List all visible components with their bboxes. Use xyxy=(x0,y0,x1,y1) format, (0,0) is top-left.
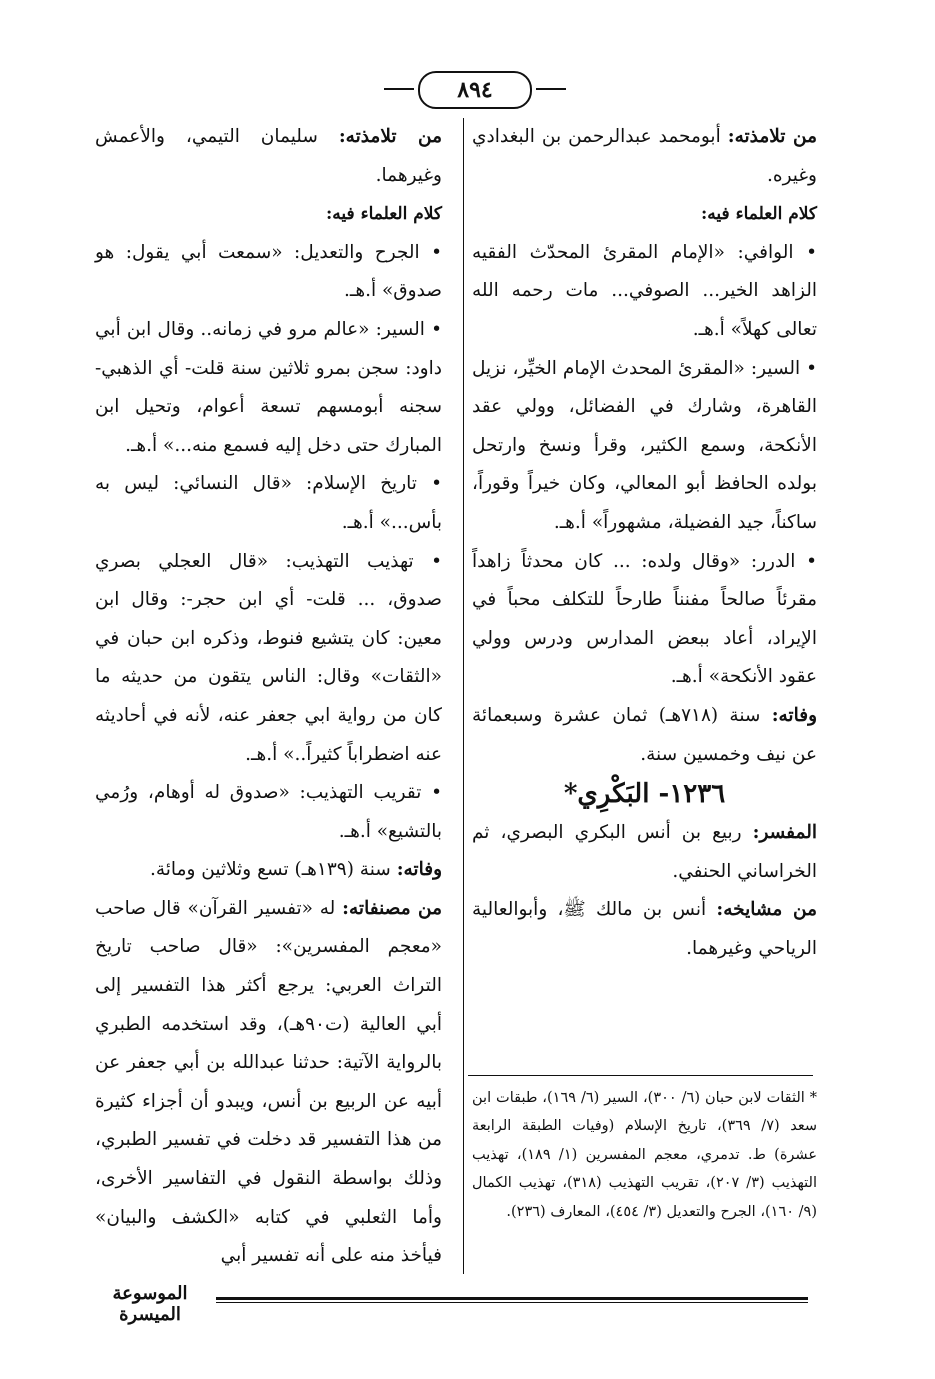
students-paragraph xyxy=(472,118,817,195)
scholars-heading: كلام العلماء فيه: xyxy=(701,204,817,225)
mufassir-text: ربيع بن أنس البكري البصري، ثم الخراساني الحنفي. xyxy=(472,822,817,882)
quote-tahdhib: • تهذيب التهذيب: «قال العجلي بصري صدوق، ... قلت- أي ابن حجر-: وقال ابن معين: كان يتشيع فنوط، وذكره ابن حبان في «الثقات» وقال: الناس يتقون من حديثه ما كان من رواية ابي جعفر عنه، لأنه في أحاديثه عنه اضطراباً كثيراً..» أ.هـ. xyxy=(95,550,442,765)
footer-rule xyxy=(216,1297,808,1300)
entry-title: ١٢٣٦- البَكْرِي* xyxy=(563,779,726,810)
death-label: وفاته: xyxy=(771,704,817,726)
mufassir-label: المفسر: xyxy=(752,822,817,844)
quote-siyar: • السير: «عالم مرو في زمانه.. وقال ابن أبي داود: سجن بمرو ثلاثين سنة قلت- أي الذهبي- سجنه أبومسهم تسعة أعوام، وتحيل ابن المبارك حتى دخل إليه فسمع منه...» أ.هـ. xyxy=(95,318,442,456)
teachers-paragraph xyxy=(472,891,817,968)
footnote-sources: * الثقات لابن حبان (٦/ ٣٠٠)، السير (٦/ ١٦٩)، طبقات ابن سعد (٧/ ٣٦٩)، تاريخ الإسلام (وفيات الطبقة الرابعة عشرة) ط. تدمري، معجم المفسرين (١/ ١٨٩)، تهذيب التهذيب (٣/ ٢٠٧)، تقريب التهذيب (٣١٨)، تهذيب الكمال (٩/ ١٦٠)، الجرح والتعديل (٣/ ٤٥٤)، المعارف (٢٣٦). xyxy=(472,1090,818,1220)
death-label: وفاته: xyxy=(396,859,442,881)
death-text: سنة (١٣٩هـ) تسع وثلاثين ومائة. xyxy=(149,859,397,881)
footer-rule-thin xyxy=(216,1302,808,1303)
footer-title: الموسوعة الميسرة xyxy=(112,1283,188,1325)
students-text: أبومحمد عبدالرحمن بن البغدادي وغيره. xyxy=(472,126,817,186)
death-paragraph xyxy=(95,851,442,890)
quote-wafi: • الوافي: «الإمام المقرئ المحدّث الفقيه الزاهد الخير... الصوفي... مات رحمه الله تعالى كهلاً» أ.هـ. xyxy=(472,241,817,340)
column-divider xyxy=(463,118,464,1274)
works-text: له «تفسير القرآن» قال صاحب «معجم المفسرين»: «قال صاحب تاريخ التراث العربي: يرجع أكثر هذا التفسير إلى أبي العالية (ت٩٠هـ)، وقد استخدمه الطبري بالرواية الآتية: حدثنا عبدالله بن أبي جعفر عن أبيه عن الربيع بن أنس، ويبدو أن أجزاء كثيرة من هذا التفسير قد دخلت في تفسير الطبري، وذلك بواسطة النقول في التفاسير الأخرى، وأما الثعلبي في كتابه «الكشف والبيان» فيأخذ منه على أنه تفسير أبي xyxy=(95,897,442,1267)
right-column xyxy=(472,118,817,968)
quote-jarh: • الجرح والتعديل: «سمعت أبي يقول: هو صدوق» أ.هـ. xyxy=(95,241,442,302)
quote-taqrib: • تقريب التهذيب: «صدوق له أوهام، ورُمي بالتشيع» أ.هـ. xyxy=(95,782,442,842)
death-text: سنة (٧١٨هـ) ثمان عشرة وسبعمائة عن نيف وخمسين سنة. xyxy=(472,704,817,765)
quote-siyar: • السير: «المقرئ المحدث الإمام الخيِّر، نزيل القاهرة، وشارك في الفضائل، وولي عقد الأنكحة، وسمع الكثير، وقرأ ونسخ وارتحل بولده الحافظ أبو المعالي، وكان خيراً وقوراً، ساكناً، جيد الفضيلة، مشهوراً» أ.هـ. xyxy=(472,357,817,533)
mufassir-paragraph xyxy=(472,814,817,891)
works-paragraph xyxy=(95,890,442,1276)
students-label: من تلامذته: xyxy=(727,126,817,147)
students-paragraph xyxy=(95,118,442,195)
footnote-rule xyxy=(468,1075,813,1076)
page-number: ٨٩٤ xyxy=(418,71,532,109)
teachers-label: من مشايخه: xyxy=(716,899,817,921)
teachers-text: أنس بن مالك ﷺ، وأبوالعالية الرياحي وغيرهما. xyxy=(472,899,817,959)
death-paragraph xyxy=(472,697,817,774)
quote-durar: • الدرر: «وقال ولده: ... كان محدثاً زاهداً مقرئاً صالحاً مفنناً طارحاً للتكلف محباً في الإيراد، أعاد ببعض المدارس ودرس وولي عقود الأنكحة» أ.هـ. xyxy=(472,550,817,688)
students-label: من تلامذته: xyxy=(338,126,442,147)
works-label: من مصنفاته: xyxy=(342,897,442,919)
quote-tarikh: • تاريخ الإسلام: «قال النسائي: ليس به بأس...» أ.هـ. xyxy=(95,473,442,533)
students-text: سليمان التيمي، والأعمش وغيرهما. xyxy=(95,126,442,186)
footnotes xyxy=(472,1084,817,1226)
scholars-heading: كلام العلماء فيه: xyxy=(326,204,442,225)
left-column xyxy=(95,118,442,1276)
